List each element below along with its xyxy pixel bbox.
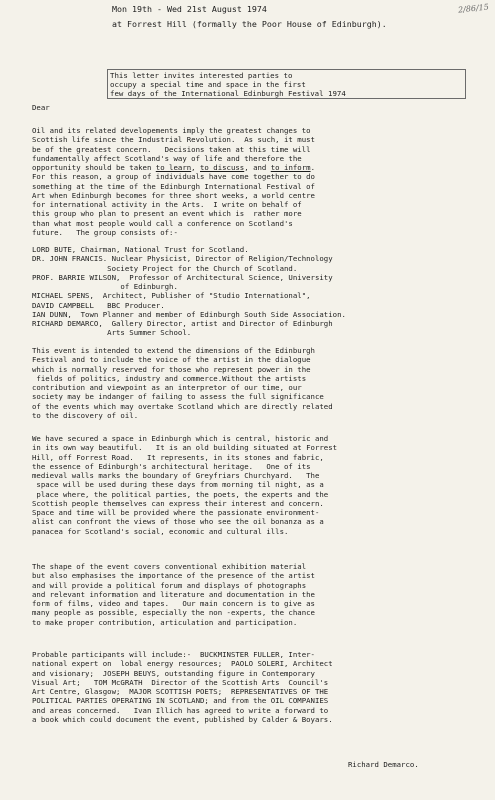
- member-line: of Edinburgh.: [32, 282, 178, 291]
- member-line: PROF. BARRIE WILSON, Professor of Architectural Science, University: [32, 272, 333, 282]
- text-line: which is normally reserved for those who represent power in the: [32, 364, 311, 374]
- text-line: Oil and its related developements imply the greatest changes to: [32, 126, 311, 135]
- text-line: something at the time of the Edinburgh International Festival of: [32, 181, 315, 191]
- text-line: of the events which may overtake Scotland which are directly related: [32, 401, 333, 411]
- text-segment: opportunity should be taken: [32, 163, 156, 172]
- member-line: Society Project for the Church of Scotland.: [32, 263, 298, 273]
- text-line: Scottish people themselves can express their interest and concern.: [32, 498, 324, 508]
- text-line: Hill, off Forrest Road. It represents, in its stones and fabric,: [32, 452, 324, 462]
- handwritten-archive-note: 2/86/15: [457, 2, 490, 15]
- text-line: and visionary; JOSEPH BEUYS, outstanding figure in Contemporary: [32, 668, 315, 678]
- text-line: alist can confront the views of those who see the oil bonanza as a: [32, 517, 324, 527]
- paragraph-oil-concern: [32, 126, 315, 237]
- text-segment: .: [310, 163, 315, 172]
- text-line: this group who plan to present an event which is rather more: [32, 209, 302, 219]
- text-line: the essence of Edinburgh's architectural heritage. One of its: [32, 461, 311, 471]
- text-line: place where, the political parties, the poets, the experts and the: [32, 489, 329, 499]
- text-line: and will provide a political forum and displays of photographs: [32, 580, 307, 590]
- text-line: contribution and viewpoint as an interpretor of our time, our: [32, 383, 302, 392]
- text-line: The shape of the event covers conventional exhibition material: [32, 562, 307, 571]
- member-line: DAVID CAMPBELL BBC Producer.: [32, 300, 165, 310]
- text-line: Space and time will be provided where the passionate environment-: [32, 508, 320, 517]
- member-line: MICHAEL SPENS, Architect, Publisher of "Studio International",: [32, 291, 311, 301]
- text-segment: , and: [244, 163, 271, 172]
- text-segment: ,: [191, 163, 201, 172]
- member-line: DR. JOHN FRANCIS. Nuclear Physicist, Director of Religion/Technology: [32, 254, 333, 264]
- text-line: POLITICAL PARTIES OPERATING IN SCOTLAND; and from the OIL COMPANIES: [32, 696, 329, 706]
- text-line: and areas concerned. Ivan Illich has agreed to write a forward to: [32, 705, 329, 715]
- dateline: [112, 2, 387, 32]
- paragraph-participants: [32, 650, 333, 724]
- member-line: RICHARD DEMARCO, Gallery Director, artist and Director of Edinburgh: [32, 319, 333, 328]
- text-line: medieval walls marks the boundary of Greyfriars Churchyard. The: [32, 471, 320, 480]
- salutation: Dear: [32, 103, 50, 112]
- text-line: [32, 163, 315, 172]
- event-venue: at Forrest Hill (formally the Poor House of Edinburgh).: [112, 19, 387, 29]
- text-line: society may be indanger of failing to assess the full significance: [32, 392, 324, 402]
- paragraph-event-shape: [32, 562, 315, 627]
- text-line: Probable participants will include:- BUCKMINSTER FULLER, Inter-: [32, 650, 315, 659]
- text-line: fields of politics, industry and commerce.Without the artists: [32, 373, 307, 383]
- underlined-to-learn: to learn: [155, 163, 192, 172]
- text-line: This event is intended to extend the dimensions of the Edinburgh: [32, 346, 315, 355]
- text-line: panacea for Scotland's social, economic and cultural ills.: [32, 526, 289, 536]
- text-line: national expert on lobal energy resources; PAOLO SOLERI, Architect: [32, 659, 333, 669]
- text-line: We have secured a space in Edinburgh which is central, historic and: [32, 434, 329, 443]
- paragraph-venue: [32, 434, 337, 536]
- paragraph-event-purpose: [32, 346, 333, 420]
- underlined-to-discuss: to discuss: [200, 163, 245, 172]
- text-line: to make proper contribution, articulation and participation.: [32, 617, 298, 627]
- text-line: Visual Art; TOM McGRATH Director of the Scottish Arts Council's: [32, 677, 329, 687]
- intro-line: few days of the International Edinburgh Festival 1974: [110, 89, 346, 99]
- text-line: but also emphasises the importance of the presence of the artist: [32, 571, 315, 581]
- text-line: for international activity in the Arts. I write on behalf of: [32, 200, 302, 209]
- intro-text: [110, 71, 346, 99]
- signature: Richard Demarco.: [348, 760, 419, 769]
- text-line: fundamentally affect Scotland's way of life and therefore the: [32, 153, 302, 163]
- underlined-to-inform: to inform: [270, 163, 311, 172]
- text-line: to the discovery of oil.: [32, 410, 139, 420]
- text-line: be of the greatest concern. Decisions taken at this time will: [32, 144, 311, 154]
- text-line: a book which could document the event, published by Calder & Boyars.: [32, 714, 333, 724]
- member-line: Arts Summer School.: [32, 328, 192, 338]
- text-line: and relevant information and literature and documentation in the: [32, 589, 315, 599]
- text-line: Festival and to include the voice of the artist in the dialogue: [32, 355, 311, 365]
- text-line: future. The group consists of:-: [32, 227, 178, 237]
- group-members-list: [32, 245, 346, 338]
- member-line: LORD BUTE, Chairman, National Trust for Scotland.: [32, 245, 249, 254]
- text-line: form of films, video and tapes. Our main concern is to give as: [32, 599, 315, 608]
- text-line: Scottish life since the Industrial Revolution. As such, it must: [32, 135, 315, 145]
- event-dates: Mon 19th - Wed 21st August 1974: [112, 4, 267, 14]
- member-line: IAN DUNN, Town Planner and member of Edinburgh South Side Association.: [32, 309, 346, 319]
- text-line: than what most people would call a conference on Scotland's: [32, 218, 293, 228]
- text-line: space will be used during these days from morning til night, as a: [32, 480, 324, 490]
- text-line: many people as possible, especially the non -experts, the chance: [32, 608, 315, 618]
- text-line: in its own way beautiful. It is an old building situated at Forrest: [32, 443, 338, 453]
- text-line: Art when Edinburgh becomes for three short weeks, a world centre: [32, 190, 315, 200]
- text-line: For this reason, a group of individuals have come together to do: [32, 172, 315, 182]
- text-line: Art Centre, Glasgow; MAJOR SCOTTISH POETS; REPRESENTATIVES OF THE: [32, 687, 329, 696]
- intro-line: occupy a special time and space in the first: [110, 80, 306, 90]
- intro-line: This letter invites interested parties to: [110, 71, 293, 80]
